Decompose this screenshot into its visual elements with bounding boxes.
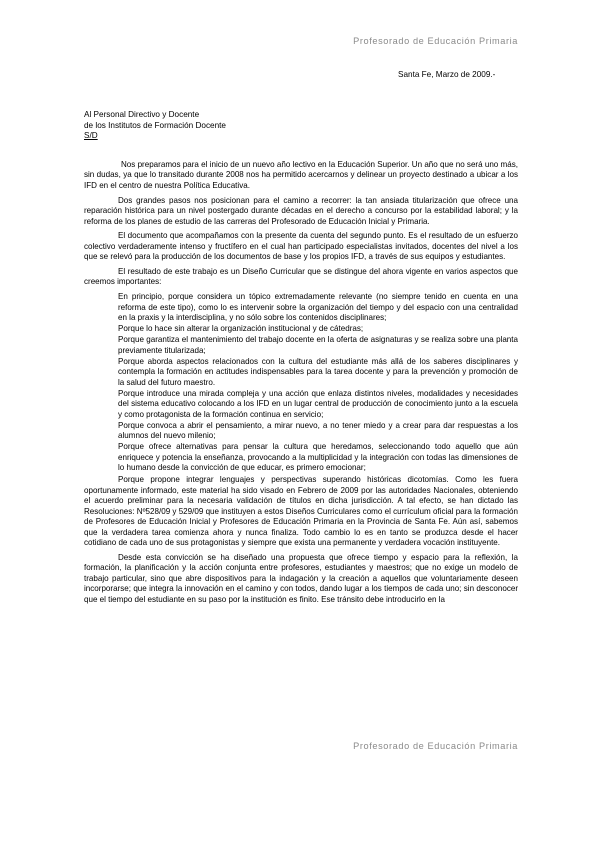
running-footer: Profesorado de Educación Primaria bbox=[353, 741, 518, 751]
list-item: Porque aborda aspectos relacionados con la cultura del estudiante más allá de los saberes disciplinares y contempla la formación en actitudes indispensables para la tarea docente y para la prevención y promoción de la salud del futuro maestro. bbox=[118, 356, 518, 387]
paragraph: Dos grandes pasos nos posicionan para el camino a recorrer: la tan ansiada titularización que ofrece una reparación histórica para un nivel postergado durante décadas en el derecho a concurso por la estabilidad laboral; y la reforma de los planes de estudio de las carreras del Profesorado de Educación Inicial y Primaria. bbox=[84, 195, 518, 226]
list-item: Porque propone integrar lenguajes y perspectivas superando históricas dicotomías. bbox=[118, 475, 449, 485]
addressee-block bbox=[84, 110, 226, 142]
list-item: Porque lo hace sin alterar la organización institucional y de cátedras; bbox=[118, 324, 364, 334]
list-item: En principio, porque considera un tópico extremadamente relevante (no siempre tenido en cuenta en una reforma de este tipo), como lo es intervenir sobre la organización del tiempo y del espacio con una centralidad en la praxis y la interdisciplina, y no sólo sobre los contenidos disciplinares; bbox=[118, 292, 518, 323]
list-item: Porque introduce una mirada compleja y una acción que enlaza distintos niveles, modalidades y necesidades del sistema educativo colocando a los IFD en un lugar central de producción de conocimiento junto a la escuela y como protagonista de la formación continua en servicio; bbox=[118, 388, 518, 419]
letter-body bbox=[84, 160, 518, 609]
addressee-line: de los Institutos de Formación Docente bbox=[84, 120, 226, 130]
list-item: Porque garantiza el mantenimiento del trabajo docente en la oferta de asignaturas y se realiza sobre una planta previamente titularizada; bbox=[118, 335, 518, 355]
letter-date: Santa Fe, Marzo de 2009.- bbox=[398, 70, 496, 79]
paragraph bbox=[84, 475, 518, 548]
addressee-line: Al Personal Directivo y Docente bbox=[84, 110, 200, 119]
list-item: Porque ofrece alternativas para pensar la cultura que heredamos, seleccionando todo aquello que aún enriquece y potencia la enseñanza, provocando a la multiplicidad y la integración con todas las dimensiones de lo humano desde la convicción de que educar, es primero emocionar; bbox=[118, 442, 518, 472]
paragraph: El resultado de este trabajo es un Diseño Curricular que se distingue del ahora vigente en varios aspectos que creemos importantes: bbox=[84, 266, 518, 287]
list-item: Porque convoca a abrir el pensamiento, a mirar nuevo, a no tener miedo y a crear para dar respuestas a los alumnos del nuevo milenio; bbox=[118, 420, 518, 441]
paragraph: Nos preparamos para el inicio de un nuevo año lectivo en la Educación Superior. Un año que no será uno más, sin dudas, ya que lo transitado durante 2008 nos ha permitido acercarnos y delinear un proyecto destinado a ubicar a los IFD en el centro de nuestra Política Educativa. bbox=[84, 160, 518, 190]
running-header: Profesorado de Educación Primaria bbox=[353, 36, 518, 46]
reasons-list bbox=[118, 292, 518, 473]
paragraph: Desde esta convicción se ha diseñado una propuesta que ofrece tiempo y espacio para la reflexión, la formación, la planificación y la acción conjunta entre profesores, estudiantes y maestros; que no exige un modelo de trabajo particular, sino que abre dispositivos para la indagación y la creación a aquellos que voluntariamente deseen incorporarse; que integra la innovación en el camino y con todos, dando lugar a los tiempos de cada uno; sin desconocer que el tiempo del estudiante en su paso por la institución es finito. Ese tránsito debe introducirlo en la bbox=[84, 552, 518, 604]
addressee-sd: S/D bbox=[84, 131, 98, 140]
paragraph-continuation: Como les fuera oportunamente informado, este material ha sido visado en Febrero de 2009 por las autoridades Nacionales, obteniendo el acuerdo preliminar para la necesaria validación de títulos en dicha jurisdicción. A tal efecto, se han dictado las Resoluciones: Nº528/09 y 529/09 que instituyen a estos Diseños Curriculares como el currículum oficial para la formación de Profesores de Educación Inicial y Profesores de Educación Primaria en la Provincia de Santa Fe. Aún así, sabemos que la verdadera tarea comienza ahora y nunca finaliza. Todo cambio lo es en tanto se produzca desde el hacer cotidiano de cada uno de sus protagonistas y siempre que exista una permanente y verdadera vocación instituyente. bbox=[84, 475, 518, 548]
paragraph: El documento que acompañamos con la presente da cuenta del segundo punto. Es el resultado de un esfuerzo colectivo verdaderamente intenso y fructífero en el cual han participado especialistas invitados, docentes del nivel a los que se relevó para la producción de los documentos de base y los propios IFD, a través de sus equipos y estudiantes. bbox=[84, 231, 518, 262]
